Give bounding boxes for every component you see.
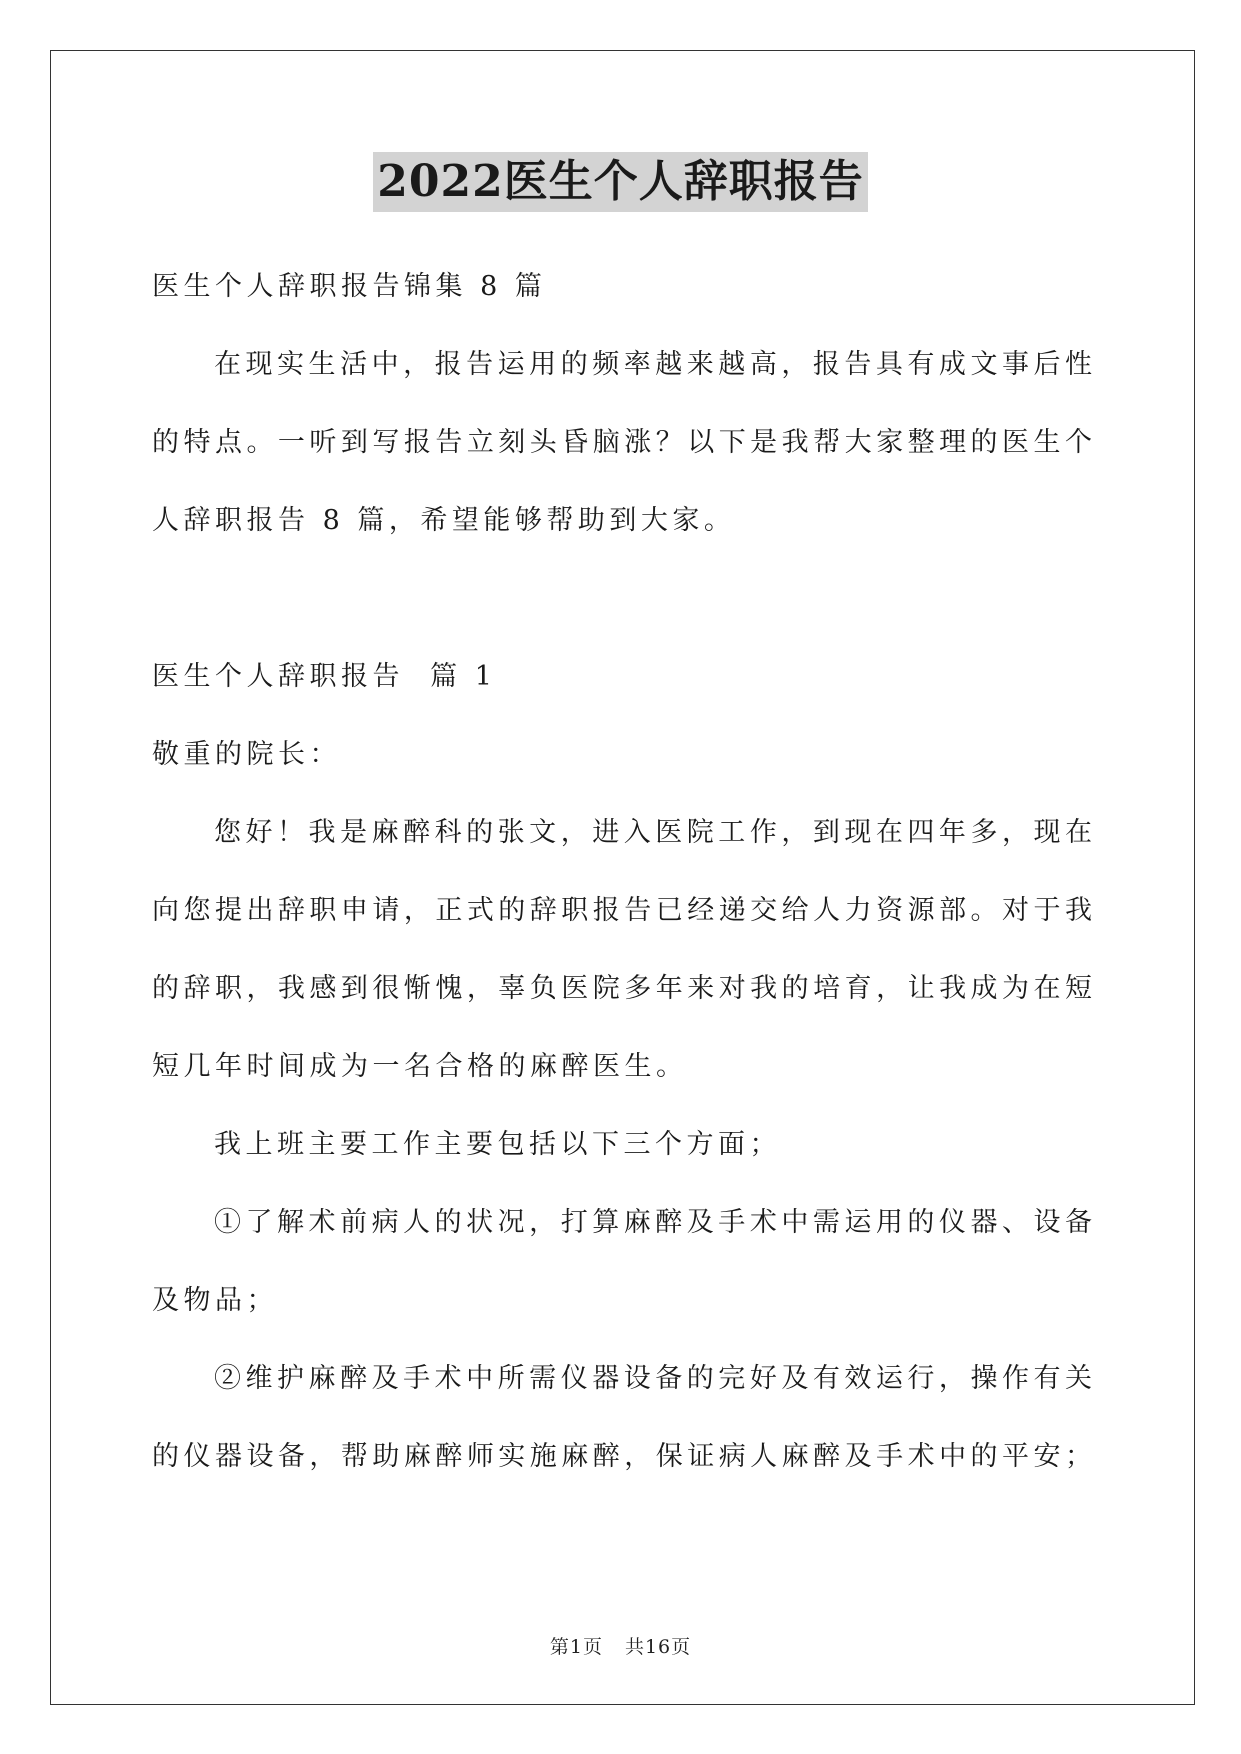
paragraph1-line-2: 向您提出辞职申请，正式的辞职报告已经递交给人力资源部。对于我 <box>152 895 1092 926</box>
page-total: 共16页 <box>624 1636 692 1658</box>
document-body <box>152 248 1092 1496</box>
section-heading: 医生个人辞职报告 篇 1 <box>152 661 497 692</box>
item1-line-2: 及物品； <box>152 1285 278 1316</box>
paragraph1-line-4: 短几年时间成为一名合格的麻醉医生。 <box>152 1051 688 1082</box>
page-number: 第1页 <box>549 1636 603 1658</box>
title-container <box>0 152 1241 212</box>
item2-line-2: 的仪器设备，帮助麻醉师实施麻醉，保证病人麻醉及手术中的平安； <box>152 1441 1092 1472</box>
salutation: 敬重的院长： <box>152 739 341 770</box>
paragraph1-line-3: 的辞职，我感到很惭愧，辜负医院多年来对我的培育，让我成为在短 <box>152 973 1092 1004</box>
item2-line-1: ②维护麻醉及手术中所需仪器设备的完好及有效运行，操作有关 <box>214 1363 1092 1394</box>
intro-line-3: 人辞职报告 8 篇，希望能够帮助到大家。 <box>152 505 736 536</box>
intro-line-2: 的特点。一听到写报告立刻头昏脑涨？以下是我帮大家整理的医生个 <box>152 427 1092 458</box>
page-footer <box>0 1632 1241 1659</box>
document-subtitle: 医生个人辞职报告锦集 8 篇 <box>152 271 547 302</box>
paragraph2: 我上班主要工作主要包括以下三个方面； <box>214 1129 781 1160</box>
item1-line-1: ①了解术前病人的状况，打算麻醉及手术中需运用的仪器、设备 <box>214 1207 1092 1238</box>
document-title: 2022医生个人辞职报告 <box>373 152 867 212</box>
paragraph1-line-1: 您好！我是麻醉科的张文，进入医院工作，到现在四年多，现在 <box>214 817 1092 848</box>
intro-line-1: 在现实生活中，报告运用的频率越来越高，报告具有成文事后性 <box>214 349 1092 380</box>
spacer <box>152 560 1092 638</box>
